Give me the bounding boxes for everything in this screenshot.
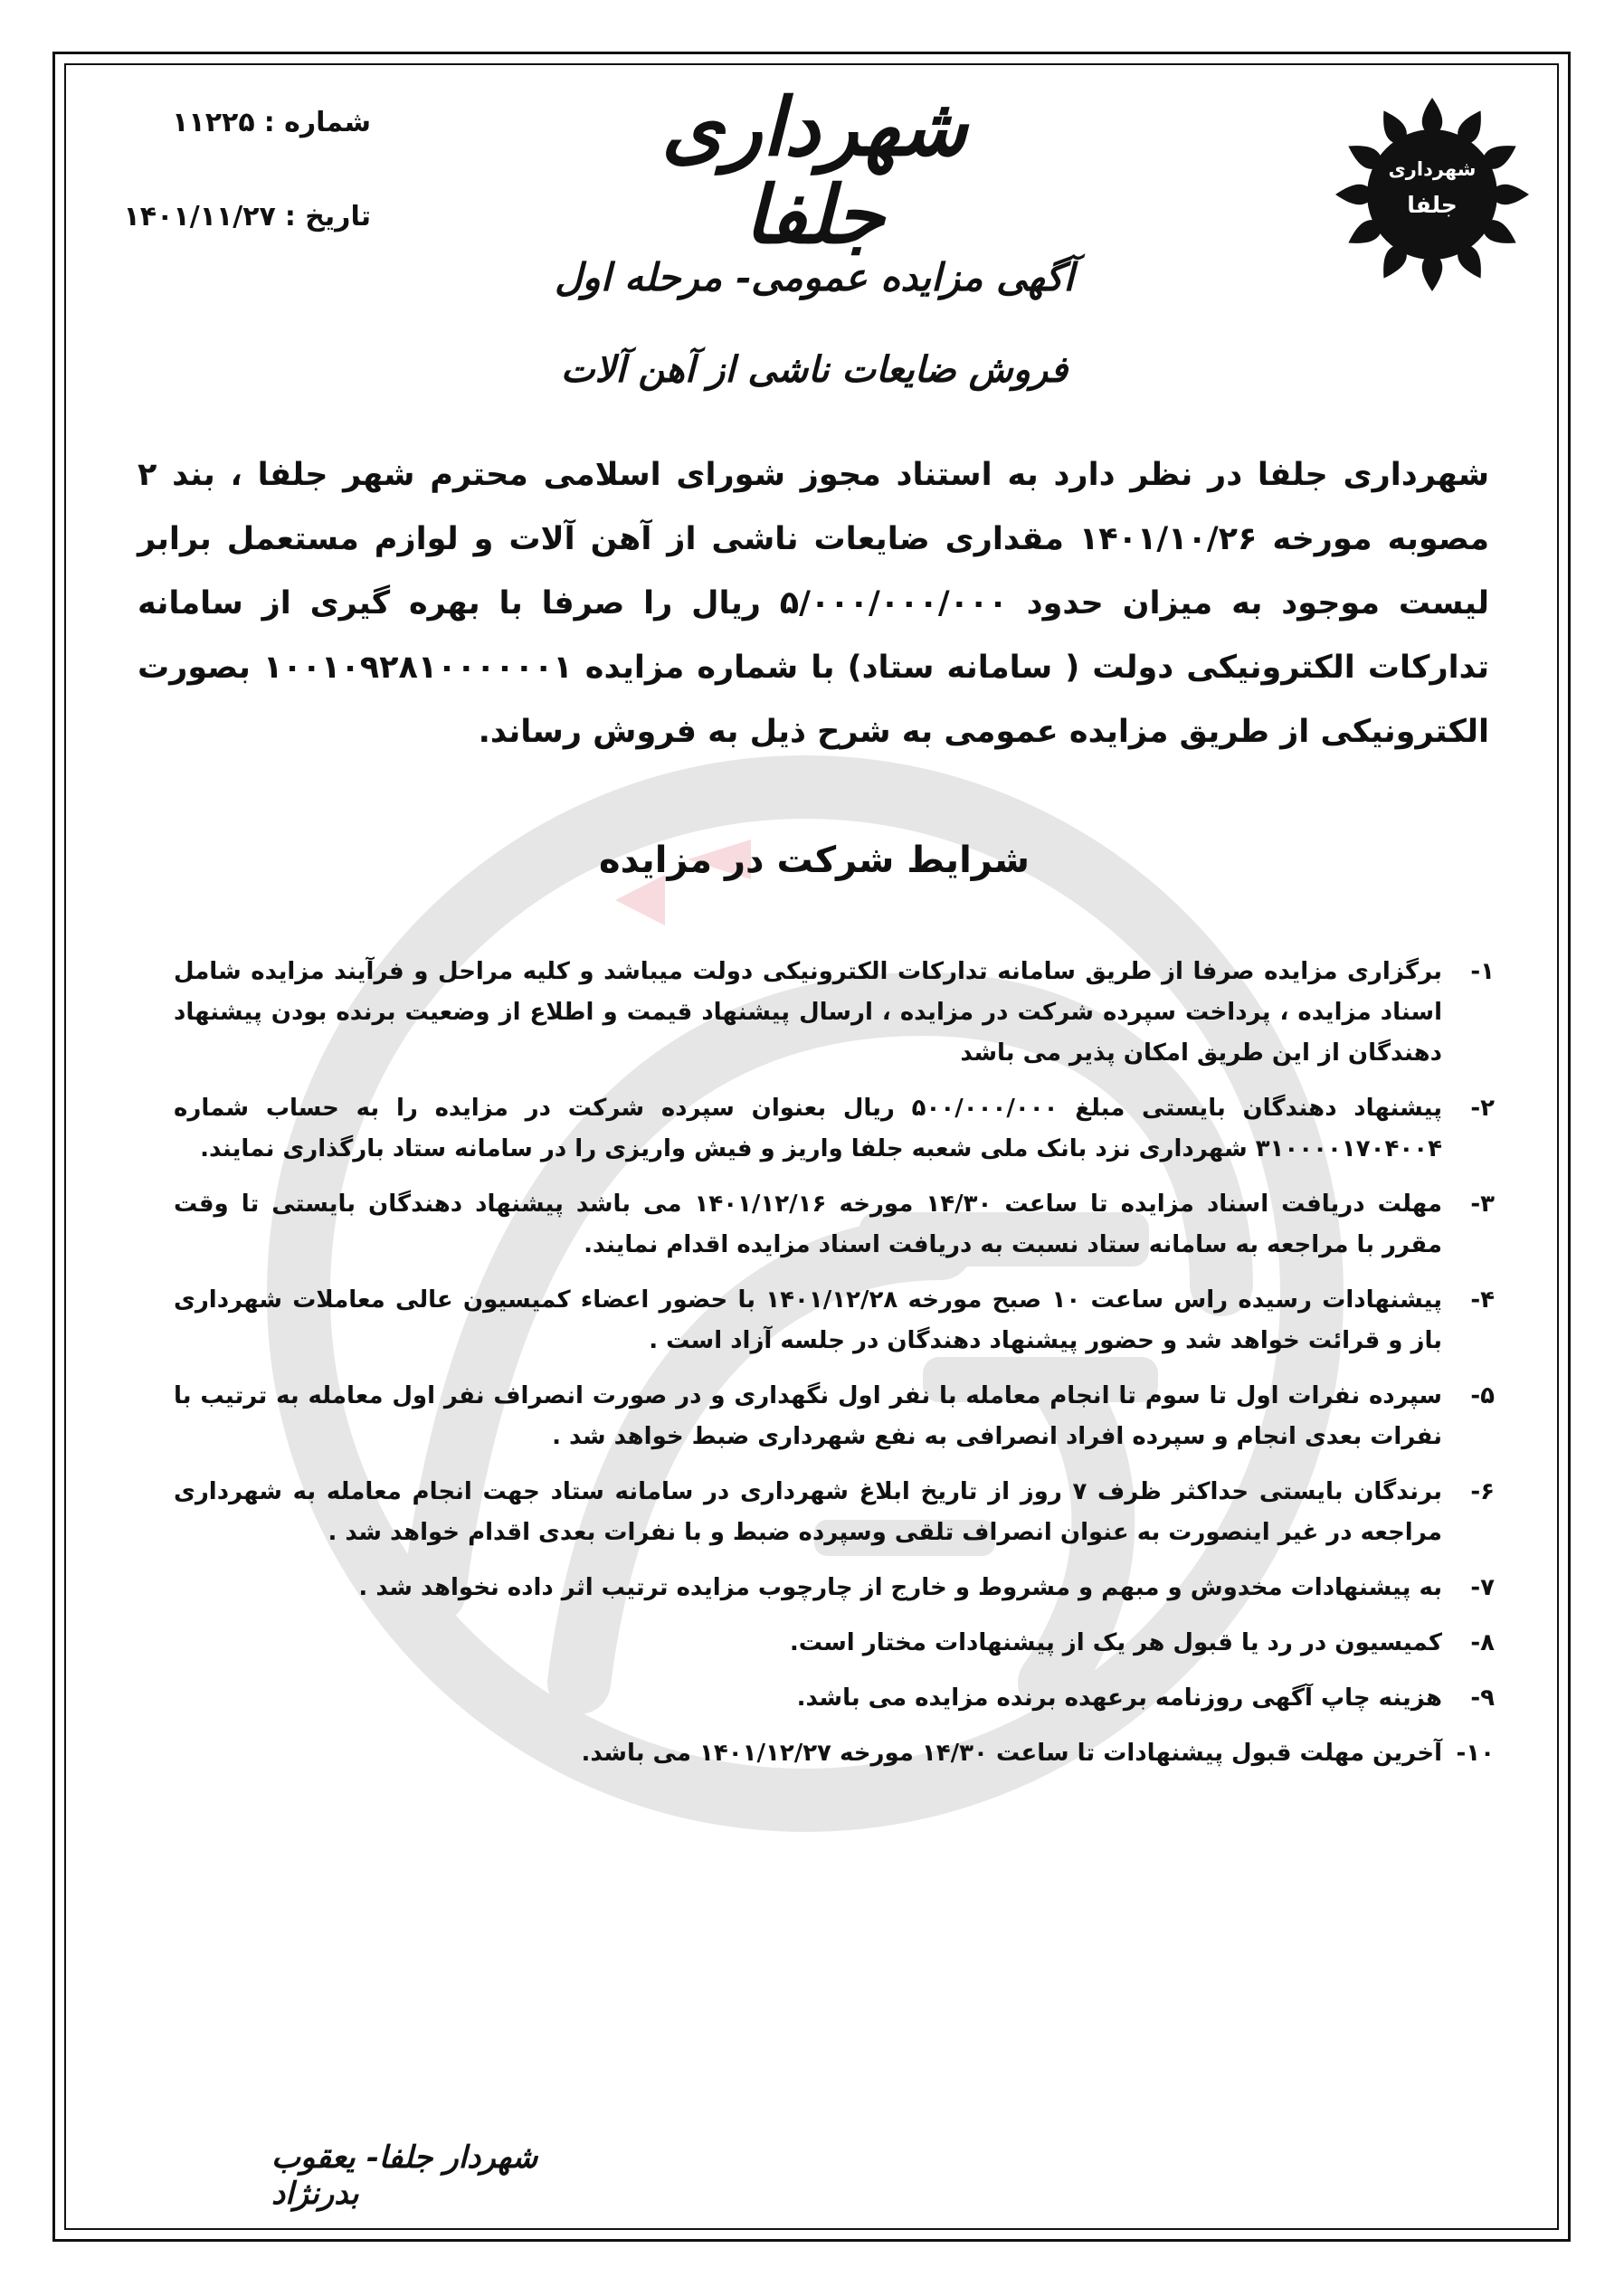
- notice-title: آگهی مزایده عمومی- مرحله اول: [554, 255, 1075, 299]
- condition-item: [174, 1678, 1495, 1719]
- condition-text: برگزاری مزایده صرفا از طریق سامانه تدارکات الکترونیکی دولت میباشد و کلیه مراحل و فرآیند مزایده شامل اسناد مزایده ، پرداخت سپرده شرکت در مزایده ، ارسال پیشنهاد قیمت و اطلاع از وضعیت برنده بودن پیشنهاد دهندگان از این طریق امکان پذیر می باشد: [174, 958, 1442, 1067]
- condition-text: به پیشنهادات مخدوش و مبهم و مشروط و خارج از چارچوب مزایده ترتیب اثر داده نخواهد شد .: [358, 1574, 1442, 1601]
- mayor-signature: شهردار جلفا- یعقوب بدرنژاد: [271, 2139, 538, 2212]
- conditions-list: [174, 952, 1495, 1788]
- condition-number: ۸-: [1470, 1629, 1495, 1656]
- municipality-logo: [1328, 90, 1536, 299]
- condition-text: پیشنهاد دهندگان بایستی مبلغ ۵۰۰/۰۰۰/۰۰۰ ریال بعنوان سپرده شرکت در مزایده را به حساب شماره ۳۱۰۰۰۰۱۷۰۴۰۰۴ شهرداری نزد بانک ملی شعبه جلفا واریز و فیش واریزی را در سامانه ستاد بارگذاری نمایند.: [174, 1095, 1443, 1162]
- condition-number: ۹-: [1470, 1684, 1495, 1712]
- condition-number: ۵-: [1470, 1382, 1495, 1409]
- condition-number: ۷-: [1470, 1574, 1495, 1601]
- condition-number: ۱-: [1470, 958, 1495, 985]
- condition-item: [174, 1568, 1495, 1608]
- intro-paragraph: شهرداری جلفا در نظر دارد به استناد مجوز شورای اسلامی محترم شهر جلفا ، بند ۲ مصوبه مورخه ۱۴۰۱/۱۰/۲۶ مقداری ضایعات ناشی از آهن آلات و لوازم مستعمل برابر لیست موجود به میزان حدود ۵/۰۰۰/۰۰۰/۰۰۰ ریال را صرفا با بهره گیری از سامانه تدارکات الکترونیکی دولت ( سامانه ستاد) با شماره مزایده ۱۰۰۱۰۹۲۸۱۰۰۰۰۰۰۱ بصورت الکترونیکی از طریق مزایده عمومی به شرح ذیل به فروش رساند.: [138, 457, 1489, 750]
- letterhead-brand: شهرداری جلفا: [661, 80, 967, 261]
- condition-item: [174, 952, 1495, 1074]
- logo-text-line1: شهرداری: [1388, 158, 1477, 180]
- condition-text: سپرده نفرات اول تا سوم تا انجام معامله با نفر اول نگهداری و در صورت انصراف نفر اول معامله به ترتیب با نفرات بعدی انجام و سپرده افراد انصرافی به نفع شهرداری ضبط خواهد شد .: [174, 1382, 1442, 1450]
- letter-number-label: شماره :: [263, 107, 371, 138]
- condition-number: ۱۰-: [1456, 1740, 1495, 1767]
- condition-text: مهلت دریافت اسناد مزایده تا ساعت ۱۴/۳۰ مورخه ۱۴۰۱/۱۲/۱۶ می باشد پیشنهاد دهندگان بایستی تا وقت مقرر با مراجعه به سامانه ستاد نسبت به دریافت اسناد مزایده اقدام نمایند.: [174, 1191, 1442, 1258]
- condition-number: ۴-: [1470, 1286, 1495, 1314]
- condition-item: [174, 1472, 1495, 1553]
- letter-number: [172, 107, 371, 138]
- condition-text: آخرین مهلت قبول پیشنهادات تا ساعت ۱۴/۳۰ مورخه ۱۴۰۱/۱۲/۲۷ می باشد.: [581, 1740, 1442, 1767]
- condition-number: ۲-: [1470, 1095, 1495, 1122]
- logo-text-line2: جلفا: [1407, 192, 1458, 218]
- letter-number-value: ۱۱۲۲۵: [172, 107, 255, 138]
- condition-item: [174, 1623, 1495, 1664]
- condition-item: [174, 1088, 1495, 1170]
- letter-date-label: تاریخ :: [284, 201, 371, 232]
- condition-item: [174, 1733, 1495, 1774]
- letter-date-value: ۱۴۰۱/۱۱/۲۷: [123, 201, 276, 232]
- condition-text: پیشنهادات رسیده راس ساعت ۱۰ صبح مورخه ۱۴۰۱/۱۲/۲۸ با حضور اعضاء کمیسیون عالی معاملات شهرداری باز و قرائت خواهد شد و حضور پیشنهاد دهندگان در جلسه آزاد است .: [174, 1286, 1442, 1354]
- condition-item: [174, 1280, 1495, 1361]
- condition-number: ۶-: [1470, 1478, 1495, 1505]
- letter-date: [123, 201, 371, 232]
- condition-text: برندگان بایستی حداکثر ظرف ۷ روز از تاریخ ابلاغ شهرداری در سامانه ستاد جهت انجام معامله به شهرداری مراجعه در غیر اینصورت به عنوان انصراف تلقی وسپرده ضبط و با نفرات بعدی اقدام خواهد شد .: [174, 1478, 1442, 1546]
- condition-item: [174, 1184, 1495, 1266]
- notice-subject: فروش ضایعات ناشی از آهن آلات: [560, 348, 1068, 391]
- conditions-heading: شرایط شرکت در مزایده: [598, 840, 1030, 881]
- condition-text: کمیسیون در رد یا قبول هر یک از پیشنهادات مختار است.: [789, 1629, 1442, 1656]
- condition-text: هزینه چاپ آگهی روزنامه برعهده برنده مزایده می باشد.: [796, 1684, 1442, 1712]
- condition-item: [174, 1376, 1495, 1457]
- condition-number: ۳-: [1470, 1191, 1495, 1218]
